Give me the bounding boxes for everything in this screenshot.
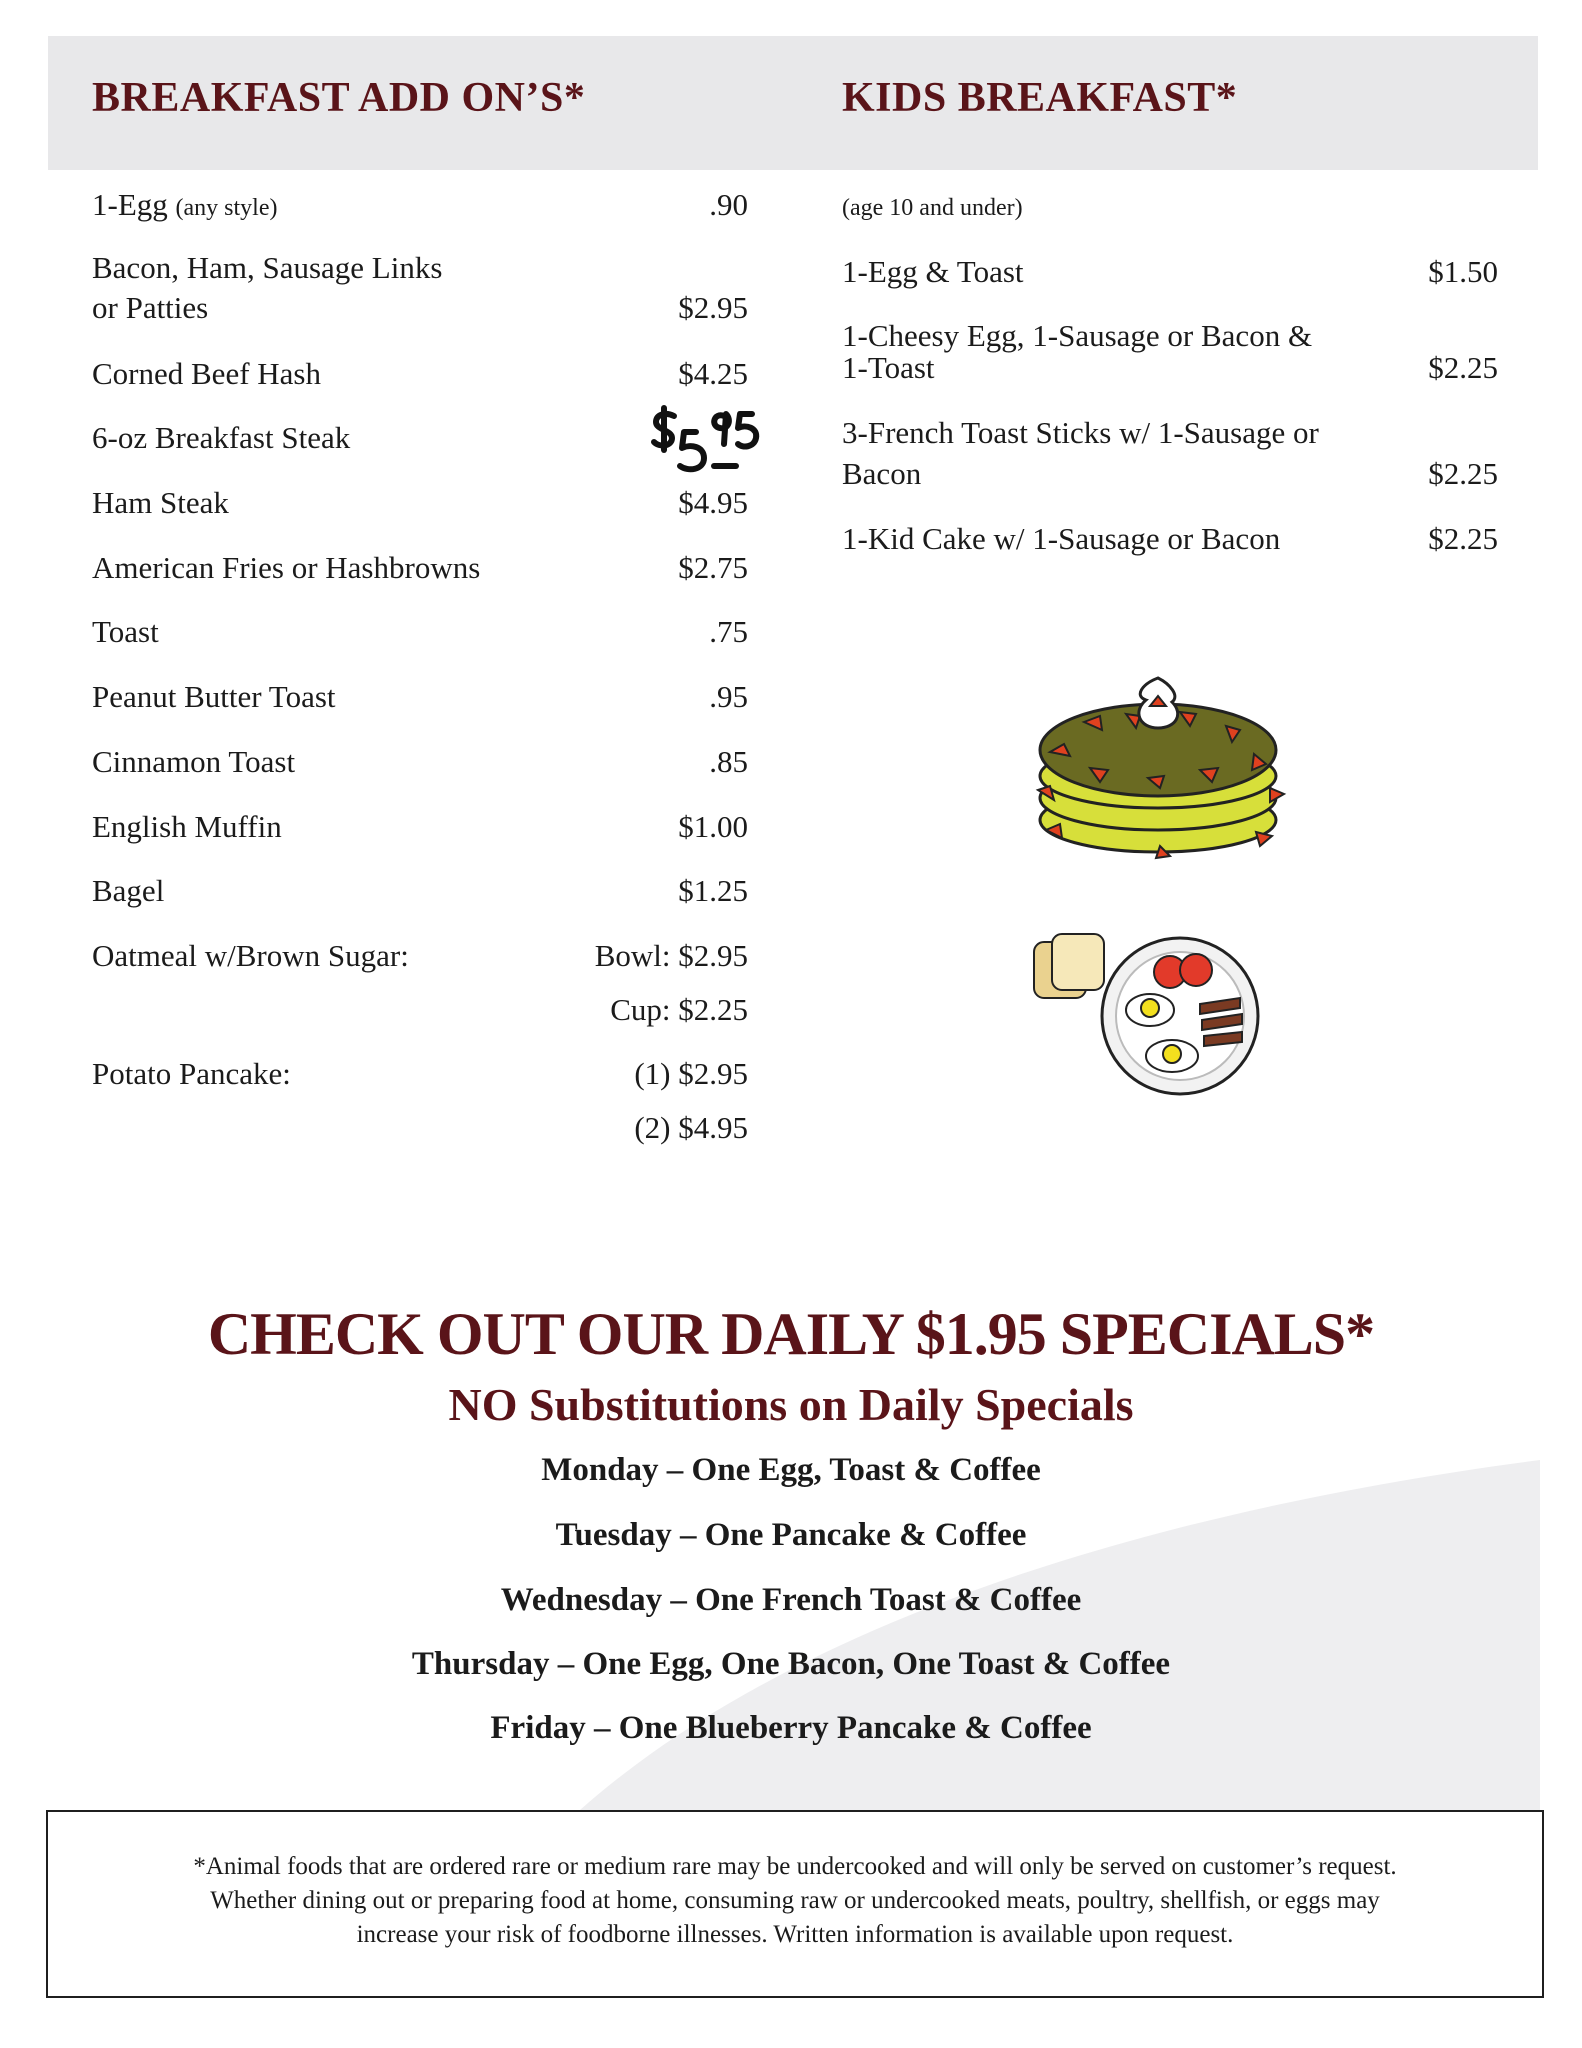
specials-title: CHECK OUT OUR DAILY $1.95 SPECIALS* (207, 1301, 1375, 1367)
item-price: $2.95 (678, 290, 748, 325)
item-price: $4.25 (678, 356, 748, 391)
item-label: American Fries or Hashbrowns (92, 550, 481, 585)
disclaimer-line-2: Whether dining out or preparing food at home, consuming raw or undercooked meats, poultry, shellfish, or eggs may (210, 1887, 1380, 1914)
background-swoosh (0, 1460, 1582, 1810)
item-label: 1-Kid Cake w/ 1-Sausage or Bacon (842, 521, 1281, 556)
item-label: Potato Pancake: (92, 1056, 291, 1091)
item-label: Cinnamon Toast (92, 744, 296, 779)
item-label: Ham Steak (92, 485, 229, 520)
item-label: Bacon (842, 456, 922, 491)
item-label: 6-oz Breakfast Steak (92, 420, 351, 455)
item-label: 1-Cheesy Egg, 1-Sausage or Bacon & (842, 318, 1313, 353)
special-wednesday: Wednesday – One French Toast & Coffee (500, 1582, 1082, 1618)
item-price-one: (1) $2.95 (634, 1056, 748, 1091)
item-label: Oatmeal w/Brown Sugar: (92, 938, 409, 973)
item-label: Corned Beef Hash (92, 356, 321, 391)
item-label: Toast (92, 614, 159, 649)
food-safety-disclaimer (46, 1810, 1544, 1998)
item-label: 1-Toast (842, 350, 935, 385)
item-price: $1.50 (1428, 254, 1498, 289)
breakfast-plate-icon (1030, 920, 1260, 1100)
item-price-two: (2) $4.95 (634, 1110, 748, 1145)
special-friday: Friday – One Blueberry Pancake & Coffee (490, 1710, 1092, 1746)
item-label: 3-French Toast Sticks w/ 1-Sausage or (842, 415, 1319, 450)
item-price: $2.25 (1428, 521, 1498, 556)
handwritten-price-steak (640, 404, 770, 494)
item-price: .85 (709, 744, 748, 779)
item-price-bowl: Bowl: $2.95 (594, 938, 748, 973)
item-label: Bagel (92, 873, 165, 908)
item-price: .95 (709, 679, 748, 714)
special-monday: Monday – One Egg, Toast & Coffee (541, 1452, 1041, 1488)
disclaimer-line-3: increase your risk of foodborne illnesses. Written information is available upon request. (356, 1921, 1234, 1948)
pancake-stack-icon (1030, 670, 1290, 860)
special-thursday: Thursday – One Egg, One Bacon, One Toast & Coffee (411, 1646, 1171, 1682)
kids-breakfast-title: KIDS BREAKFAST* (842, 75, 1238, 121)
item-price: $1.00 (678, 809, 748, 844)
disclaimer-line-1: *Animal foods that are ordered rare or medium rare may be undercooked and will only be served on customer’s request. (193, 1853, 1397, 1880)
item-price: $2.75 (678, 550, 748, 585)
item-label: 1-Egg (92, 187, 168, 222)
item-price: $2.25 (1428, 456, 1498, 491)
item-label: Peanut Butter Toast (92, 679, 336, 714)
special-tuesday: Tuesday – One Pancake & Coffee (555, 1517, 1027, 1553)
item-label: or Patties (92, 290, 209, 325)
item-label: English Muffin (92, 809, 282, 844)
item-label: Bacon, Ham, Sausage Links (92, 250, 443, 285)
item-price: $4.95 (678, 485, 748, 520)
add-ons-title: BREAKFAST ADD ON’S* (92, 75, 586, 121)
item-price: .90 (709, 187, 748, 222)
item-price: $2.25 (1428, 350, 1498, 385)
item-note: (any style) (175, 195, 278, 221)
item-price: .75 (709, 614, 748, 649)
item-label: 1-Egg & Toast (842, 254, 1024, 289)
specials-subtitle: NO Substitutions on Daily Specials (448, 1379, 1134, 1430)
item-price: $1.25 (678, 873, 748, 908)
item-price-cup: Cup: $2.25 (610, 992, 748, 1027)
